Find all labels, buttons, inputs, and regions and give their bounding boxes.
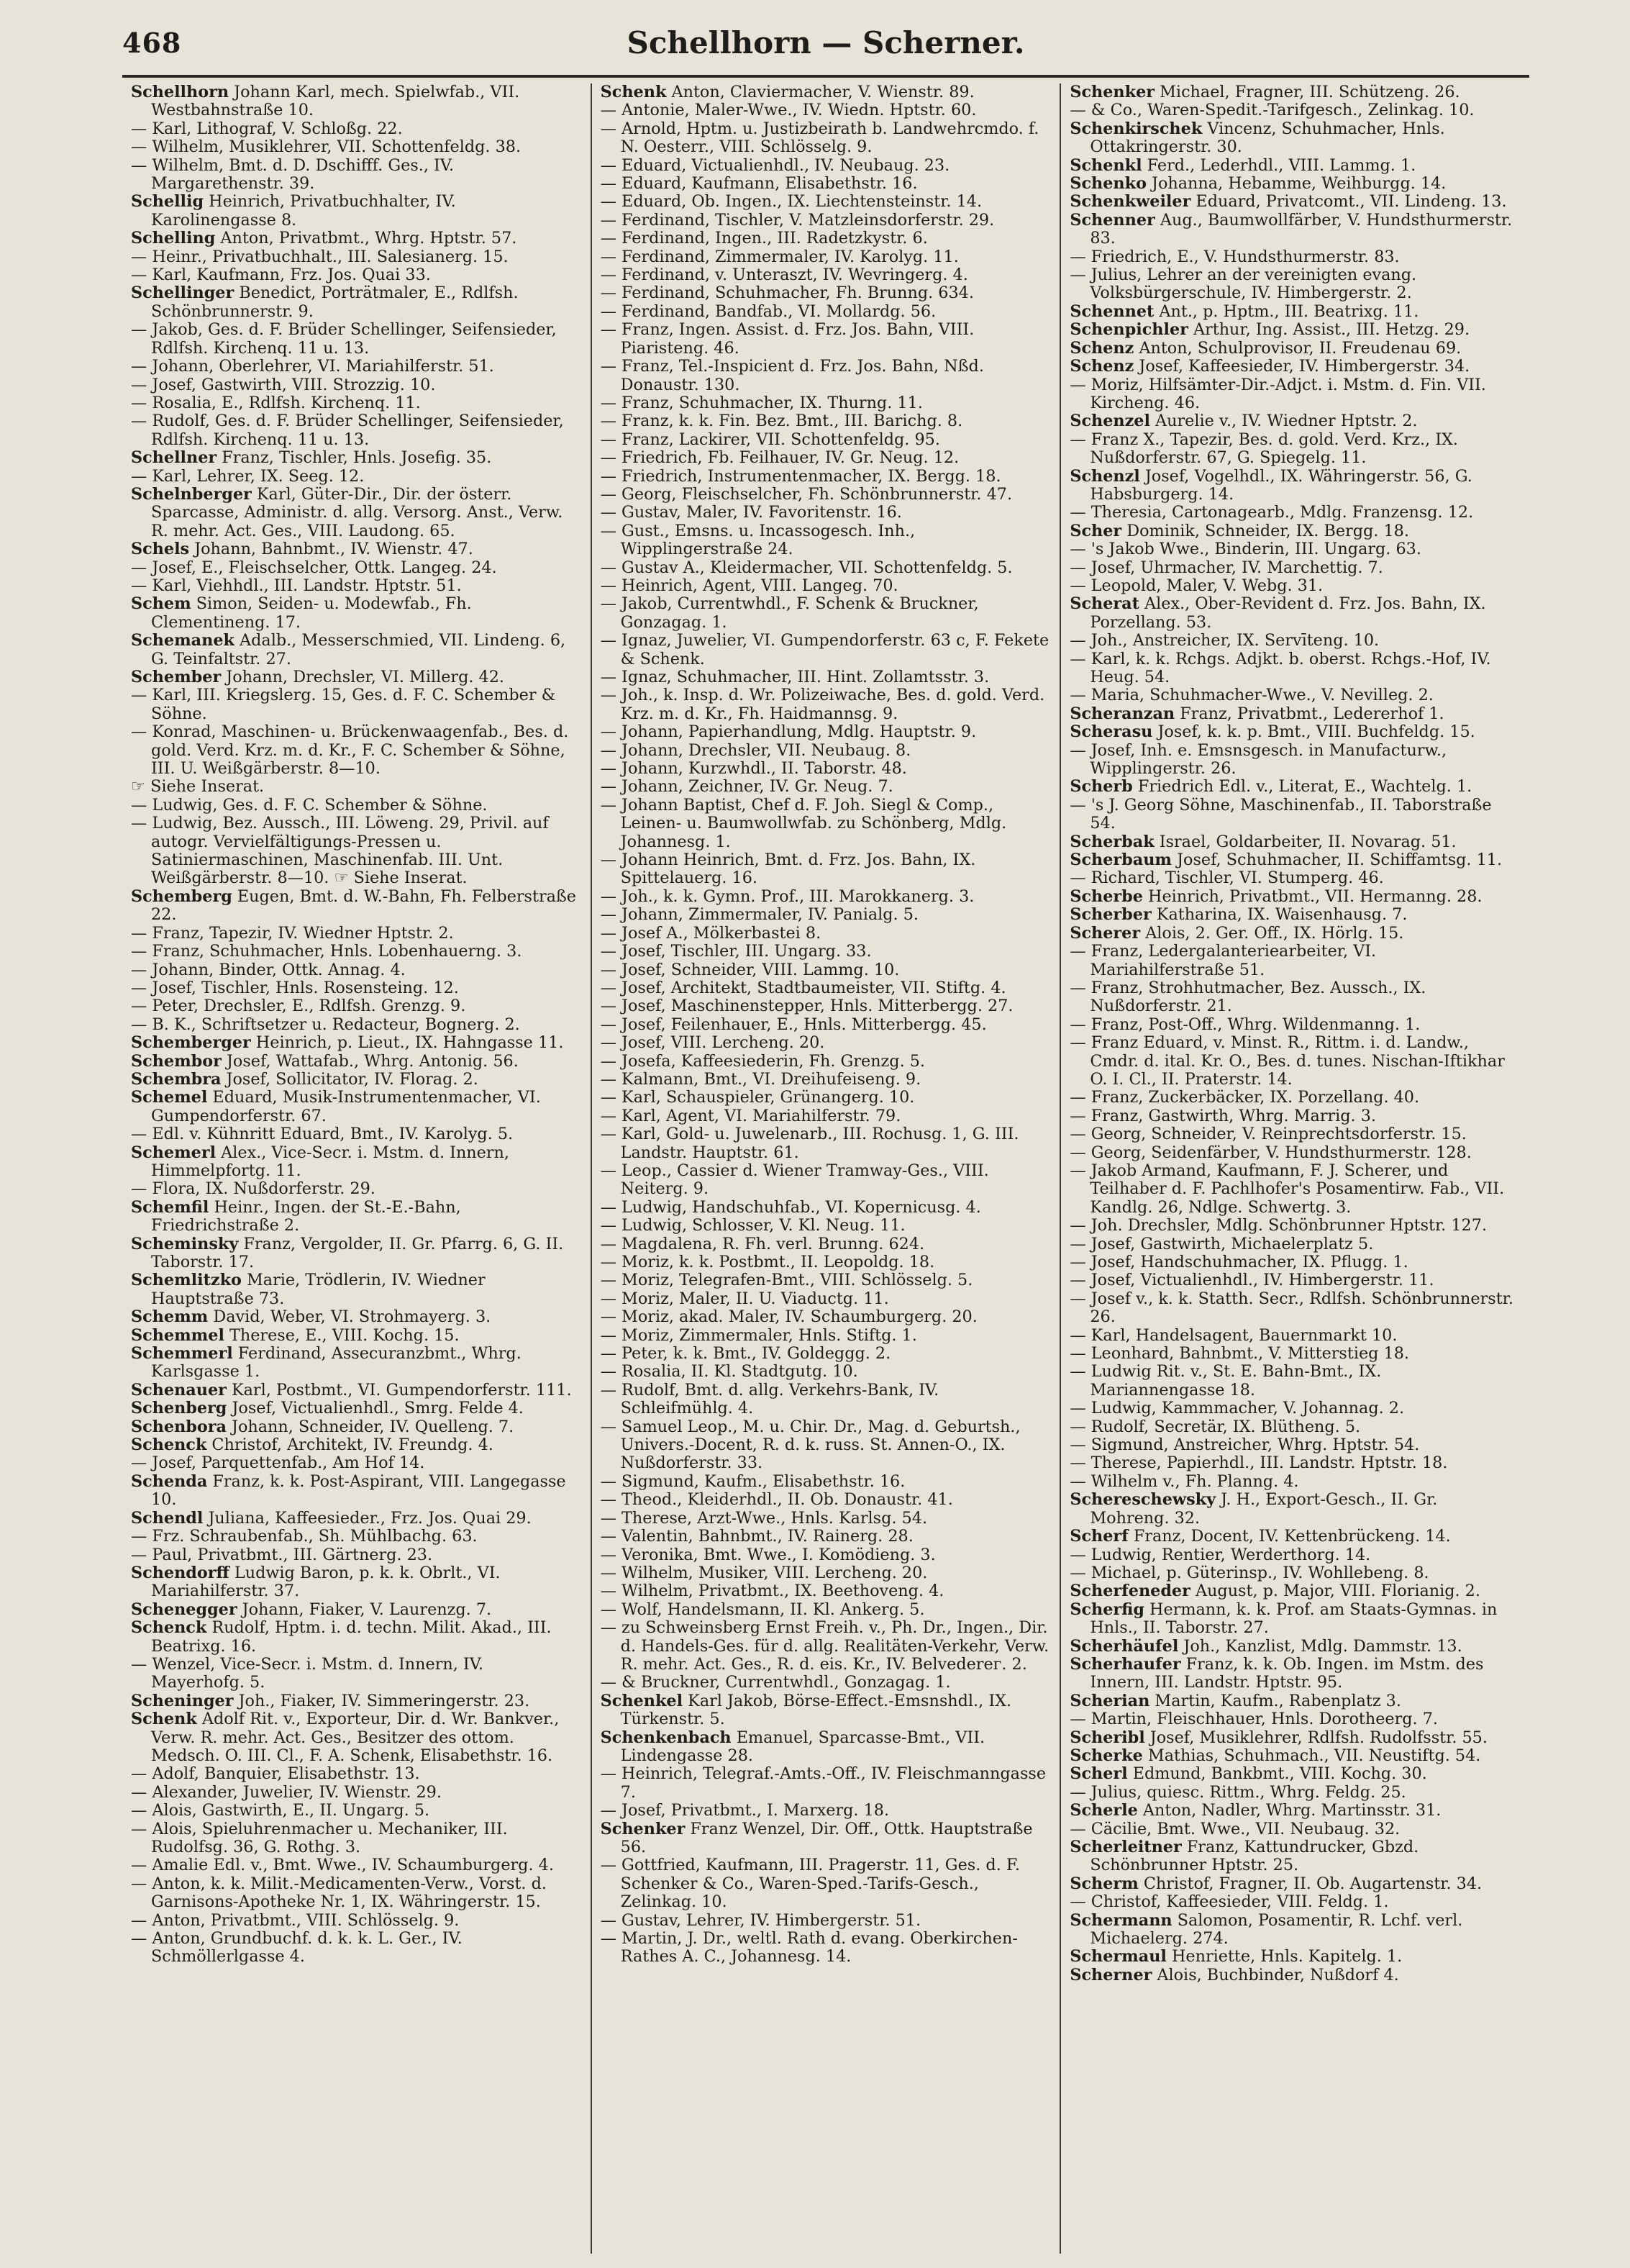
directory-entry: — Theod., Kleiderhdl., II. Ob. Donaustr. 41. — [600, 1490, 953, 1510]
directory-entry: — Joh. Drechsler, Mdlg. Schönbrunner Hptstr. 127. — [1070, 1216, 1488, 1235]
directory-entry: — Moriz, Hilfsämter-Dir.-Adjct. i. Mstm. d. Fin. VII. Kircheng. 46. — [1070, 375, 1486, 412]
directory-entry: Schellhorn Johann Karl, mech. Spielwfab., VII. Westbahnstraße 10. — [131, 83, 520, 120]
directory-entry: — Moriz, k. k. Postbmt., II. Leopoldg. 18. — [600, 1253, 935, 1271]
directory-entry: — Karl, k. k. Rchgs. Adjkt. b. oberst. Rchgs.-Hof, IV. Heug. 54. — [1070, 649, 1491, 686]
directory-entry: — Josef, Uhrmacher, IV. Marchettig. 7. — [1070, 558, 1383, 577]
directory-entry: Schelling Anton, Privatbmt., Whrg. Hptstr. 57. — [131, 229, 517, 248]
directory-columns — [122, 83, 1529, 2254]
directory-column-1 — [122, 83, 591, 2254]
directory-entry: — Moriz, Zimmermaler, Hnls. Stiftg. 1. — [600, 1325, 917, 1345]
directory-entry: — Richard, Tischler, VI. Stumperg. 46. — [1070, 868, 1384, 888]
directory-entry: — Josef, Inh. e. Emsnsgesch. in Manufacturw., Wipplingerstr. 26. — [1070, 740, 1447, 779]
directory-entry: — Wilhelm, Musiker, VIII. Lercheng. 20. — [600, 1563, 928, 1582]
directory-entry: — Flora, IX. Nußdorferstr. 29. — [131, 1179, 375, 1199]
directory-entry: Schenkweiler Eduard, Privatcomt., VII. Lindeng. 13. — [1070, 192, 1507, 212]
directory-entry: — Josef, Tischler, III. Ungarg. 33. — [600, 942, 872, 961]
directory-entry: — Wilhelm v., Fh. Planng. 4. — [1070, 1471, 1299, 1491]
directory-entry: Schendl Juliana, Kaffeesieder., Frz. Jos. Quai 29. — [131, 1508, 532, 1528]
directory-entry: Schenberg Josef, Victualienhdl., Smrg. Felde 4. — [131, 1399, 524, 1418]
directory-entry: — Joh., Anstreicher, IX. Servīteng. 10. — [1070, 631, 1380, 650]
directory-entry: — Ludwig, Ges. d. F. C. Schember & Söhne. — [131, 795, 488, 815]
directory-entry: — Julius, Lehrer an der vereinigten evang. Volksbürgerschule, IV. Himbergerstr. 2. — [1070, 266, 1417, 303]
directory-entry: — Peter, k. k. Bmt., IV. Goldeggg. 2. — [600, 1344, 891, 1364]
directory-entry: Scheribl Josef, Musiklehrer, Rdlfsh. Rudolfsstr. 55. — [1070, 1728, 1488, 1747]
directory-entry: Scheninger Joh., Fiaker, IV. Simmeringerstr. 23. — [131, 1691, 530, 1710]
page-title: Schellhorn — Scherner. — [627, 24, 1025, 60]
directory-entry: Schenegger Johann, Fiaker, V. Laurenzg. 7. — [131, 1600, 492, 1619]
directory-entry: — Karl, Schauspieler, Grünangerg. 10. — [600, 1088, 915, 1107]
directory-entry: Scherhaufer Franz, k. k. Ob. Ingen. im Mstm. des Innern, III. Landstr. Hptstr. 95. — [1070, 1654, 1484, 1692]
directory-entry: — Gottfried, Kaufmann, III. Pragerstr. 11, Ges. d. F. Schenker & Co., Waren-Sped.-Tarifs-Gesch., Zelinkag. 10. — [600, 1856, 1020, 1912]
directory-entry: — Franz, Ingen. Assist. d. Frz. Jos. Bahn, VIII. Piaristeng. 46. — [600, 320, 975, 358]
directory-entry: Schellinger Benedict, Porträtmaler, E., Rdlfsh. Schönbrunnerstr. 9. — [131, 284, 519, 321]
directory-column-2 — [591, 83, 1060, 2254]
directory-entry: — Edl. v. Kühnritt Eduard, Bmt., IV. Karolyg. 5. — [131, 1125, 514, 1144]
directory-entry: — Ludwig, Bez. Aussch., III. Löweng. 29, Privil. auf autogr. Vervielfältigungs-Pressen u. Satiniermaschinen, Maschinenfab. III. Unt. Weißgärberstr. 8—10. ☞ Siehe Inserat. — [131, 814, 549, 888]
directory-entry: Schemel Eduard, Musik-Instrumentenmacher, VI. Gumpendorferstr. 67. — [131, 1088, 541, 1125]
directory-entry: — Cäcilie, Bmt. Wwe., VII. Neubaug. 32. — [1070, 1819, 1401, 1838]
directory-column-3 — [1060, 83, 1529, 2254]
directory-entry: Schermann Salomon, Posamentir, R. Lchf. verl. Michaelerg. 274. — [1070, 1910, 1463, 1949]
directory-entry: — Franz, Tel.-Inspicient d. Frz. Jos. Bahn, Nßd. Donaustr. 130. — [600, 357, 984, 394]
directory-entry: — Johann Heinrich, Bmt. d. Frz. Jos. Bahn, IX. Spittelauerg. 16. — [600, 850, 976, 888]
directory-entry: — Joh., k. Insp. d. Wr. Polizeiwache, Bes. d. gold. Verd. Krz. m. d. Kr., Fh. Haidmannsg. 9. — [600, 686, 1045, 723]
directory-entry: Schenker Michael, Fragner, III. Schützeng. 26. — [1070, 83, 1460, 101]
directory-entry: — Ferdinand, v. Unteraszt, IV. Wevringerg. 4. — [600, 266, 968, 285]
directory-entry: Scherle Anton, Nadler, Whrg. Martinsstr. 31. — [1070, 1801, 1442, 1820]
directory-entry: — Rudolf, Bmt. d. allg. Verkehrs-Bank, IV. Schleifmühlg. 4. — [600, 1380, 939, 1418]
directory-entry: — Franz, Lackirer, VII. Schottenfeldg. 95. — [600, 430, 940, 449]
directory-entry: — Antonie, Maler-Wwe., IV. Wiedn. Hptstr. 60. — [600, 101, 977, 120]
directory-entry: — Ferdinand, Schuhmacher, Fh. Brunng. 634. — [600, 284, 974, 303]
directory-entry: Schenzel Aurelie v., IV. Wiedner Hptstr. 2. — [1070, 412, 1418, 431]
directory-entry: — Johann Baptist, Chef d. F. Joh. Siegl & Comp., Leinen- u. Baumwollwfab. zu Schönberg, Mdlg. Johannesg. 1. — [600, 795, 1007, 851]
directory-entry: — Jakob, Currentwhdl., F. Schenk & Bruckner, Gonzagag. 1. — [600, 594, 979, 632]
directory-entry: — Ludwig Rit. v., St. E. Bahn-Bmt., IX. Mariannengasse 18. — [1070, 1362, 1382, 1400]
directory-entry: Schenk Anton, Claviermacher, V. Wienstr. 89. — [600, 83, 975, 101]
directory-entry: — Franz, Post-Off., Whrg. Wildenmanng. 1. — [1070, 1015, 1421, 1034]
directory-entry: Scherfig Hermann, k. k. Prof. am Staats-Gymnas. in Hnls., II. Taborstr. 27. — [1070, 1600, 1498, 1638]
directory-entry: — Josef, Parquettenfab., Am Hof 14. — [131, 1453, 425, 1473]
directory-entry: Scherbe Heinrich, Privatbmt., VII. Hermanng. 28. — [1070, 886, 1483, 906]
directory-entry: — Franz, Tapezir, IV. Wiedner Hptstr. 2. — [131, 923, 454, 943]
directory-entry: Schemberger Heinrich, p. Lieut., IX. Hahngasse 11. — [131, 1033, 564, 1053]
directory-entry: — Ignaz, Schuhmacher, III. Hint. Zollamtsstr. 3. — [600, 668, 990, 686]
directory-entry: — Paul, Privatbmt., III. Gärtnerg. 23. — [131, 1545, 433, 1564]
directory-entry: — Josefa, Kaffeesiederin, Fh. Grenzg. 5. — [600, 1051, 926, 1071]
directory-entry: Schenzl Josef, Vogelhdl., IX. Währingerstr. 56, G. Habsburgerg. 14. — [1070, 466, 1472, 504]
directory-entry: — Ludwig, Kammmacher, V. Johannag. 2. — [1070, 1399, 1405, 1418]
directory-entry: — Gust., Emsns. u. Incassogesch. Inh., Wipplingerstraße 24. — [600, 521, 916, 559]
directory-entry: — 's J. Georg Söhne, Maschinenfab., II. Taborstraße 54. — [1070, 795, 1492, 833]
directory-entry: — Josef, Tischler, Hnls. Rosensteing. 12. — [131, 978, 459, 997]
directory-entry: Schemanek Adalb., Messerschmied, VII. Lindeng. 6, G. Teinfaltstr. 27. — [131, 631, 566, 668]
directory-entry: — Ferdinand, Zimmermaler, IV. Karolyg. 11. — [600, 247, 959, 266]
directory-entry: — Karl, Lithograf, V. Schloßg. 22. — [131, 119, 403, 138]
directory-entry: — Alois, Spieluhrenmacher u. Mechaniker, III. Rudolfsg. 36, G. Rothg. 3. — [131, 1819, 508, 1856]
directory-entry: Schenkl Ferd., Lederhdl., VIII. Lammg. 1. — [1070, 155, 1416, 175]
directory-entry: Scherber Katharina, IX. Waisenhausg. 7. — [1070, 905, 1408, 925]
directory-entry: Schenker Franz Wenzel, Dir. Off., Ottk. Hauptstraße 56. — [600, 1819, 1033, 1856]
directory-entry: — Ludwig, Schlosser, V. Kl. Neug. 11. — [600, 1216, 906, 1235]
directory-entry: — Theresia, Cartonagearb., Mdlg. Franzensg. 12. — [1070, 503, 1474, 522]
directory-entry: Scherb Friedrich Edl. v., Literat, E., Wachtelg. 1. — [1070, 777, 1472, 797]
directory-entry: — Josef, E., Fleischselcher, Ottk. Langeg. 24. — [131, 558, 497, 577]
directory-entry: Schelnberger Karl, Güter-Dir., Dir. der österr. Sparcasse, Administr. d. allg. Versorg. Anst., Verw. R. mehr. Act. Ges., VIII. Laudong. 65. — [131, 484, 563, 540]
directory-entry: Schellner Franz, Tischler, Hnls. Josefig. 35. — [131, 448, 492, 468]
directory-entry: — Josef, Maschinenstepper, Hnls. Mitterbergg. 27. — [600, 997, 1014, 1016]
directory-entry: — Georg, Seidenfärber, V. Hundsthurmerstr. 128. — [1070, 1143, 1472, 1162]
directory-entry: — Franz, Schuhmacher, IX. Thurng. 11. — [600, 393, 923, 412]
directory-entry: — Karl, Gold- u. Juwelenarb., III. Rochusg. 1, G. III. Landstr. Hauptstr. 61. — [600, 1125, 1019, 1162]
directory-entry: — Alois, Gastwirth, E., II. Ungarg. 5. — [131, 1801, 430, 1820]
directory-entry: — Therese, Arzt-Wwe., Hnls. Karlsg. 54. — [600, 1508, 928, 1528]
page-header — [122, 20, 1529, 65]
directory-entry: — & Bruckner, Currentwhdl., Gonzagag. 1. — [600, 1673, 951, 1692]
directory-entry: — Rosalia, E., Rdlfsh. Kirchenq. 11. — [131, 393, 421, 412]
directory-entry: Scherer Alois, 2. Ger. Off., IX. Hörlg. 15. — [1070, 923, 1404, 943]
directory-entry: Schenbora Johann, Schneider, IV. Quelleng. 7. — [131, 1417, 514, 1436]
directory-entry: — Johann, Papierhandlung, Mdlg. Hauptstr. 9. — [600, 722, 977, 742]
directory-entry: Scheminsky Franz, Vergolder, II. Gr. Pfarrg. 6, G. II. Taborstr. 17. — [131, 1234, 564, 1271]
directory-entry: — Eduard, Victualienhdl., IV. Neubaug. 23. — [600, 155, 950, 175]
directory-entry: — Johann, Zeichner, IV. Gr. Neug. 7. — [600, 777, 893, 797]
directory-entry: Schenz Josef, Kaffeesieder, IV. Himbergerstr. 34. — [1070, 357, 1470, 376]
directory-entry: — zu Schweinsberg Ernst Freih. v., Ph. Dr., Ingen., Dir. d. Handels-Ges. für d. allg. Realitäten-Verkehr, Verw. R. mehr. Act. Ges., R. d. eis. Kr., IV. Belvederег. 2. — [600, 1618, 1050, 1674]
directory-entry: — Franz X., Tapezir, Bes. d. gold. Verd. Krz., IX. Nußdorferstr. 67, G. Spiegelg. 11. — [1070, 430, 1459, 468]
directory-entry: — Heinrich, Telegraf.-Amts.-Off., IV. Fleischmanngasse 7. — [600, 1764, 1047, 1802]
header-rule — [122, 75, 1529, 78]
directory-entry: Schels Johann, Bahnbmt., IV. Wienstr. 47. — [131, 540, 473, 559]
directory-entry: Schendorff Ludwig Baron, p. k. k. Obrlt., VI. Mariahilferstr. 37. — [131, 1563, 501, 1601]
directory-entry: — Gustav A., Kleidermacher, VII. Schottenfeldg. 5. — [600, 558, 1013, 577]
directory-entry: Scherl Edmund, Bankbmt., VIII. Kochg. 30. — [1070, 1764, 1427, 1784]
directory-entry: — Rudolf, Secretär, IX. Blütheng. 5. — [1070, 1417, 1361, 1436]
directory-entry: — Franz Eduard, v. Minst. R., Rittm. i. d. Landw., Cmdr. d. ital. Kr. O., Bes. d. tunes. Nischan-Iftikhar O. I. Cl., II. Praterstr. 14. — [1070, 1033, 1505, 1089]
directory-entry: Schenko Johanna, Hebamme, Weihburgg. 14. — [1070, 174, 1447, 194]
directory-entry: — Josef, Schneider, VIII. Lammg. 10. — [600, 960, 900, 979]
directory-entry: — Franz, Gastwirth, Whrg. Marrig. 3. — [1070, 1106, 1376, 1125]
directory-entry: — Franz, Strohhutmacher, Bez. Aussch., IX. Nußdorferstr. 21. — [1070, 978, 1426, 1016]
directory-entry: — Georg, Fleischselcher, Fh. Schönbrunnerstr. 47. — [600, 484, 1013, 504]
directory-entry: — Karl, III. Kriegslerg. 15, Ges. d. F. C. Schember & Söhne. — [131, 686, 556, 723]
directory-entry: Schember Johann, Drechsler, VI. Millerg. 42. — [131, 668, 505, 686]
directory-entry: — Franz, Ledergalanteriearbeiter, VI. Mariahilferstraße 51. — [1070, 942, 1377, 979]
directory-entry: Scher Dominik, Schneider, IX. Bergg. 18. — [1070, 521, 1409, 540]
directory-entry: Scherfeneder August, p. Major, VIII. Florianig. 2. — [1070, 1582, 1480, 1601]
directory-entry: — Arnold, Hptm. u. Justizbeirath b. Landwehrcmdo. f. N. Oesterr., VIII. Schlösselg. 9. — [600, 119, 1039, 157]
directory-entry: — Josef, Architekt, Stadtbaumeister, VII. Stiftg. 4. — [600, 978, 1006, 997]
directory-entry: — Johann, Drechsler, VII. Neubaug. 8. — [600, 740, 911, 760]
directory-entry: — Leonhard, Bahnbmt., V. Mitterstieg 18. — [1070, 1344, 1409, 1364]
directory-entry: — Michael, p. Güterinsp., IV. Wohllebeng. 8. — [1070, 1563, 1429, 1582]
directory-entry: Scherner Alois, Buchbinder, Nußdorf 4. — [1070, 1965, 1399, 1984]
directory-entry: Scherbak Israel, Goldarbeiter, II. Novarag. 51. — [1070, 832, 1457, 851]
directory-entry: Schemmel Therese, E., VIII. Kochg. 15. — [131, 1325, 460, 1345]
directory-entry: — Johann, Zimmermaler, IV. Panialg. 5. — [600, 905, 919, 925]
directory-entry: — Rosalia, II. Kl. Stadtgutg. 10. — [600, 1362, 858, 1382]
directory-entry: — Moriz, akad. Maler, IV. Schaumburgerg. 20. — [600, 1307, 978, 1327]
directory-entry: — Friedrich, Instrumentenmacher, IX. Bergg. 18. — [600, 466, 1001, 486]
directory-entry: — Josef, Handschuhmacher, IX. Pflugg. 1. — [1070, 1253, 1408, 1271]
directory-entry: — Ignaz, Juwelier, VI. Gumpendorferstr. 63 c, F. Fekete & Schenk. — [600, 631, 1050, 668]
directory-entry: Schenner Aug., Baumwollfärber, V. Hundsthurmerstr. 83. — [1070, 210, 1513, 248]
directory-entry: — Amalie Edl. v., Bmt. Wwe., IV. Schaumburgerg. 4. — [131, 1856, 554, 1875]
directory-entry: — Ferdinand, Ingen., III. Radetzkystr. 6. — [600, 229, 928, 248]
directory-entry: — Wilhelm, Musiklehrer, VII. Schottenfeldg. 38. — [131, 137, 522, 157]
directory-entry: — Ferdinand, Bandfab., VI. Mollardg. 56. — [600, 301, 937, 321]
directory-entry: — Moriz, Maler, II. U. Viaductg. 11. — [600, 1289, 889, 1308]
directory-entry: Schenkenbach Emanuel, Sparcasse-Bmt., VII. Lindengasse 28. — [600, 1728, 985, 1765]
directory-entry: Schenz Anton, Schulprovisor, II. Freudenau 69. — [1070, 338, 1462, 358]
directory-entry: — Jakob, Ges. d. F. Brüder Schellinger, Seifensieder, Rdlfsh. Kirchenq. 11 u. 13. — [131, 320, 557, 358]
directory-entry: — Joh., k. k. Gymn. Prof., III. Marokkanerg. 3. — [600, 886, 975, 906]
directory-entry: — Frz. Schraubenfab., Sh. Mühlbachg. 63. — [131, 1527, 478, 1546]
directory-entry: Schenkirschek Vincenz, Schuhmacher, Hnls. Ottakringerstr. 30. — [1070, 119, 1445, 157]
directory-entry: — Josef, Gastwirth, Michaelerplatz 5. — [1070, 1234, 1374, 1253]
directory-entry: Schemerl Alex., Vice-Secr. i. Mstm. d. Innern, Himmelpfortg. 11. — [131, 1143, 509, 1180]
directory-entry: — Sigmund, Anstreicher, Whrg. Hptstr. 54. — [1070, 1435, 1420, 1455]
directory-entry: — Heinrich, Agent, VIII. Langeg. 70. — [600, 576, 898, 595]
directory-entry: — Sigmund, Kaufm., Elisabethstr. 16. — [600, 1471, 906, 1491]
directory-entry: — Franz, Zuckerbäcker, IX. Porzellang. 40. — [1070, 1088, 1420, 1107]
directory-entry: — Maria, Schuhmacher-Wwe., V. Nevilleg. 2. — [1070, 686, 1434, 705]
directory-entry: — Eduard, Ob. Ingen., IX. Liechtensteinstr. 14. — [600, 192, 983, 212]
directory-entry: — Konrad, Maschinen- u. Brückenwaagenfab., Bes. d. gold. Verd. Krz. m. d. Kr., F. C. Schember & Söhne, III. U. Weißgärberstr. 8—10. — [131, 722, 569, 779]
directory-entry: Schemm David, Weber, VI. Strohmayerg. 3. — [131, 1307, 491, 1327]
directory-entry: — 's Jakob Wwe., Binderin, III. Ungarg. 63. — [1070, 540, 1421, 559]
directory-entry: — Heinr., Privatbuchhalt., III. Salesianerg. 15. — [131, 247, 509, 266]
directory-entry: — Ludwig, Rentier, Werderthorg. 14. — [1070, 1545, 1371, 1564]
directory-entry: Schemfil Heinr., Ingen. der St.-E.-Bahn, Friedrichstraße 2. — [131, 1197, 461, 1235]
directory-entry: — Samuel Leop., M. u. Chir. Dr., Mag. d. Geburtsh., Univers.-Docent, R. d. k. russ. St. Annen-O., IX. Nußdorferstr. 33. — [600, 1417, 1021, 1473]
directory-entry: — Kalmann, Bmt., VI. Dreihufeiseng. 9. — [600, 1069, 921, 1089]
directory-entry: — Johann, Binder, Ottk. Annag. 4. — [131, 960, 406, 979]
directory-entry: — Josef, VIII. Lercheng. 20. — [600, 1033, 825, 1053]
directory-entry: — Gustav, Lehrer, IV. Himbergerstr. 51. — [600, 1910, 921, 1930]
directory-entry: Scherhäufel Joh., Kanzlist, Mdlg. Dammstr. 13. — [1070, 1636, 1462, 1656]
directory-entry: Schenpichler Arthur, Ing. Assist., III. Hetzg. 29. — [1070, 320, 1470, 340]
directory-entry: Scherat Alex., Ober-Revident d. Frz. Jos. Bahn, IX. Porzellang. 53. — [1070, 594, 1486, 632]
directory-entry: — Franz, k. k. Fin. Bez. Bmt., III. Barichg. 8. — [600, 412, 963, 431]
directory-entry: — Karl, Kaufmann, Frz. Jos. Quai 33. — [131, 266, 431, 285]
directory-entry: — Josef, Gastwirth, VIII. Strozzig. 10. — [131, 375, 436, 394]
directory-entry: Scherasu Josef, k. k. p. Bmt., VIII. Buchfeldg. 15. — [1070, 722, 1475, 742]
directory-entry: — Martin, J. Dr., weltl. Rath d. evang. Oberkirchen-Rathes A. C., Johannesg. 14. — [600, 1929, 1018, 1967]
directory-entry: — Anton, Grundbuchf. d. k. k. L. Ger., IV. Schmöllerlgasse 4. — [131, 1929, 463, 1967]
directory-entry: Scheranzan Franz, Privatbmt., Ledererhof 1. — [1070, 704, 1444, 723]
directory-entry: — Ludwig, Handschuhfab., VI. Kopernicusg. 4. — [600, 1197, 981, 1217]
directory-entry: Scherf Franz, Docent, IV. Kettenbrückeng. 14. — [1070, 1527, 1451, 1546]
directory-entry: — Anton, k. k. Milit.-Medicamenten-Verw., Vorst. d. Garnisons-Apotheke Nr. 1, IX. Währingerstr. 15. — [131, 1874, 547, 1912]
directory-entry: Schemmerl Ferdinand, Assecuranzbmt., Whrg. Karlsgasse 1. — [131, 1344, 522, 1382]
directory-entry: — Adolf, Banquier, Elisabethstr. 13. — [131, 1764, 420, 1784]
directory-entry: — Anton, Privatbmt., VIII. Schlösselg. 9. — [131, 1910, 460, 1930]
directory-entry: — Wilhelm, Bmt. d. D. Dschifff. Ges., IV. Margarethenstr. 39. — [131, 155, 455, 194]
page-number: 468 — [122, 26, 182, 59]
directory-entry: Schem Simon, Seiden- u. Modewfab., Fh. Clementineng. 17. — [131, 594, 472, 632]
directory-entry: — Friedrich, Fb. Feilhauer, IV. Gr. Neug. 12. — [600, 448, 960, 468]
directory-entry: — Julius, quiesc. Rittm., Whrg. Feldg. 25. — [1070, 1782, 1406, 1802]
directory-entry: ☞ Siehe Inserat. — [131, 777, 265, 797]
directory-entry: — Josef, Victualienhdl., IV. Himbergerstr. 11. — [1070, 1271, 1434, 1290]
directory-entry: Scherm Christof, Fragner, II. Ob. Augartenstr. 34. — [1070, 1874, 1483, 1893]
directory-entry: — Leop., Cassier d. Wiener Tramway-Ges., VIII. Neiterg. 9. — [600, 1161, 989, 1199]
directory-entry: — Johann, Kurzwhdl., II. Taborstr. 48. — [600, 759, 907, 779]
directory-entry: — Alexander, Juwelier, IV. Wienstr. 29. — [131, 1782, 442, 1802]
directory-entry: — Eduard, Kaufmann, Elisabethstr. 16. — [600, 174, 918, 194]
directory-entry: Scherleitner Franz, Kattundrucker, Gbzd. Schönbrunner Hptstr. 25. — [1070, 1838, 1419, 1875]
directory-entry: — Karl, Lehrer, IX. Seeg. 12. — [131, 466, 365, 486]
directory-entry: — Leopold, Maler, V. Webg. 31. — [1070, 576, 1324, 595]
directory-entry: Schenda Franz, k. k. Post-Aspirant, VIII. Langegasse 10. — [131, 1471, 566, 1510]
directory-entry: Schenauer Karl, Postbmt., VI. Gumpendorferstr. 111. — [131, 1380, 572, 1400]
directory-entry: Schenk Adolf Rit. v., Exporteur, Dir. d. Wr. Bankver., Verw. R. mehr. Act. Ges., Besitzer des ottom. Medsch. O. III. Cl., F. A. Schenk, Elisabethstr. 16. — [131, 1710, 560, 1765]
directory-entry: — Magdalena, R. Fh. verl. Brunng. 624. — [600, 1234, 925, 1253]
directory-entry: — Wenzel, Vice-Secr. i. Mstm. d. Innern, IV. Mayerhofg. 5. — [131, 1654, 484, 1692]
directory-entry: — Gustav, Maler, IV. Favoritenstr. 16. — [600, 503, 902, 522]
directory-entry: — Johann, Oberlehrer, VI. Mariahilferstr. 51. — [131, 357, 494, 376]
directory-entry: — Franz, Schuhmacher, Hnls. Lobenhauerng. 3. — [131, 942, 522, 961]
directory-entry: — Karl, Agent, VI. Mariahilferstr. 79. — [600, 1106, 901, 1125]
directory-entry: — Veronika, Bmt. Wwe., I. Komödieng. 3. — [600, 1545, 936, 1564]
directory-entry: — Wilhelm, Privatbmt., IX. Beethoveng. 4. — [600, 1582, 944, 1601]
directory-entry: — Josef, Feilenhauer, E., Hnls. Mitterbergg. 45. — [600, 1015, 987, 1034]
directory-entry: Schereschewsky J. H., Export-Gesch., II. Gr. Mohreng. 32. — [1070, 1490, 1438, 1528]
directory-entry: — Moriz, Telegrafen-Bmt., VIII. Schlösselg. 5. — [600, 1271, 973, 1290]
directory-entry: Schermaul Henriette, Hnls. Kapitelg. 1. — [1070, 1947, 1403, 1967]
directory-entry: — Therese, Papierhdl., III. Landstr. Hptstr. 18. — [1070, 1453, 1448, 1473]
directory-entry: — Josef, Privatbmt., I. Marxerg. 18. — [600, 1801, 890, 1820]
directory-entry: — Jakob Armand, Kaufmann, F. J. Scherer, und Teilhaber d. F. Pachlhofer's Posamentirw. Fab., VII. Kandlg. 26, Ndlge. Schwertg. 3. — [1070, 1161, 1505, 1217]
directory-entry: — Karl, Handelsagent, Bauernmarkt 10. — [1070, 1325, 1398, 1345]
directory-entry: Schemlitzko Marie, Trödlerin, IV. Wiedner Hauptstraße 73. — [131, 1271, 486, 1308]
directory-entry: Schellig Heinrich, Privatbuchhalter, IV. Karolinengasse 8. — [131, 192, 456, 230]
directory-entry: Schemberg Eugen, Bmt. d. W.-Bahn, Fh. Felberstraße 22. — [131, 886, 577, 925]
directory-entry: — Rudolf, Ges. d. F. Brüder Schellinger, Seifensieder, Rdlfsh. Kirchenq. 11 u. 13. — [131, 412, 564, 449]
directory-entry: Schennet Ant., p. Hptm., III. Beatrixg. 11. — [1070, 301, 1419, 321]
directory-entry: — Wolf, Handelsmann, II. Kl. Ankerg. 5. — [600, 1600, 925, 1619]
directory-entry: — B. K., Schriftsetzer u. Redacteur, Bognerg. 2. — [131, 1015, 520, 1034]
directory-entry: Scherbaum Josef, Schuhmacher, II. Schiffamtsg. 11. — [1070, 850, 1503, 870]
directory-entry: — Georg, Schneider, V. Reinprechtsdorferstr. 15. — [1070, 1125, 1467, 1144]
directory-entry: Scherke Mathias, Schuhmach., VII. Neustiftg. 54. — [1070, 1746, 1481, 1765]
directory-entry: Schenck Rudolf, Hptm. i. d. techn. Milit. Akad., III. Beatrixg. 16. — [131, 1618, 552, 1656]
directory-entry: — Josef A., Mölkerbastei 8. — [600, 923, 821, 943]
directory-entry: Schenkel Karl Jakob, Börse-Effect.-Emsnshdl., IX. Türkenstr. 5. — [600, 1691, 1012, 1729]
directory-entry: — & Co., Waren-Spedit.-Tarifgesch., Zelinkag. 10. — [1070, 101, 1475, 120]
directory-entry: Scherian Martin, Kaufm., Rabenplatz 3. — [1070, 1691, 1401, 1710]
directory-entry: Schenck Christof, Architekt, IV. Freundg. 4. — [131, 1435, 493, 1455]
directory-entry: — Peter, Drechsler, E., Rdlfsh. Grenzg. 9. — [131, 997, 466, 1016]
directory-entry: Schembor Josef, Wattafab., Whrg. Antonig. 56. — [131, 1051, 519, 1071]
directory-entry: — Josef v., k. k. Statth. Secr., Rdlfsh. Schönbrunnerstr. 26. — [1070, 1289, 1513, 1327]
directory-entry: — Christof, Kaffeesieder, VIII. Feldg. 1. — [1070, 1892, 1389, 1912]
directory-entry: — Martin, Fleischhauer, Hnls. Dorotheerg. 7. — [1070, 1710, 1438, 1729]
directory-entry: — Karl, Viehhdl., III. Landstr. Hptstr. 51. — [131, 576, 462, 595]
directory-entry: — Valentin, Bahnbmt., IV. Rainerg. 28. — [600, 1527, 914, 1546]
directory-entry: — Friedrich, E., V. Hundsthurmerstr. 83. — [1070, 247, 1400, 266]
directory-entry: — Ferdinand, Tischler, V. Matzleinsdorferstr. 29. — [600, 210, 995, 230]
directory-entry: Schembra Josef, Sollicitator, IV. Florag. 2. — [131, 1069, 478, 1089]
